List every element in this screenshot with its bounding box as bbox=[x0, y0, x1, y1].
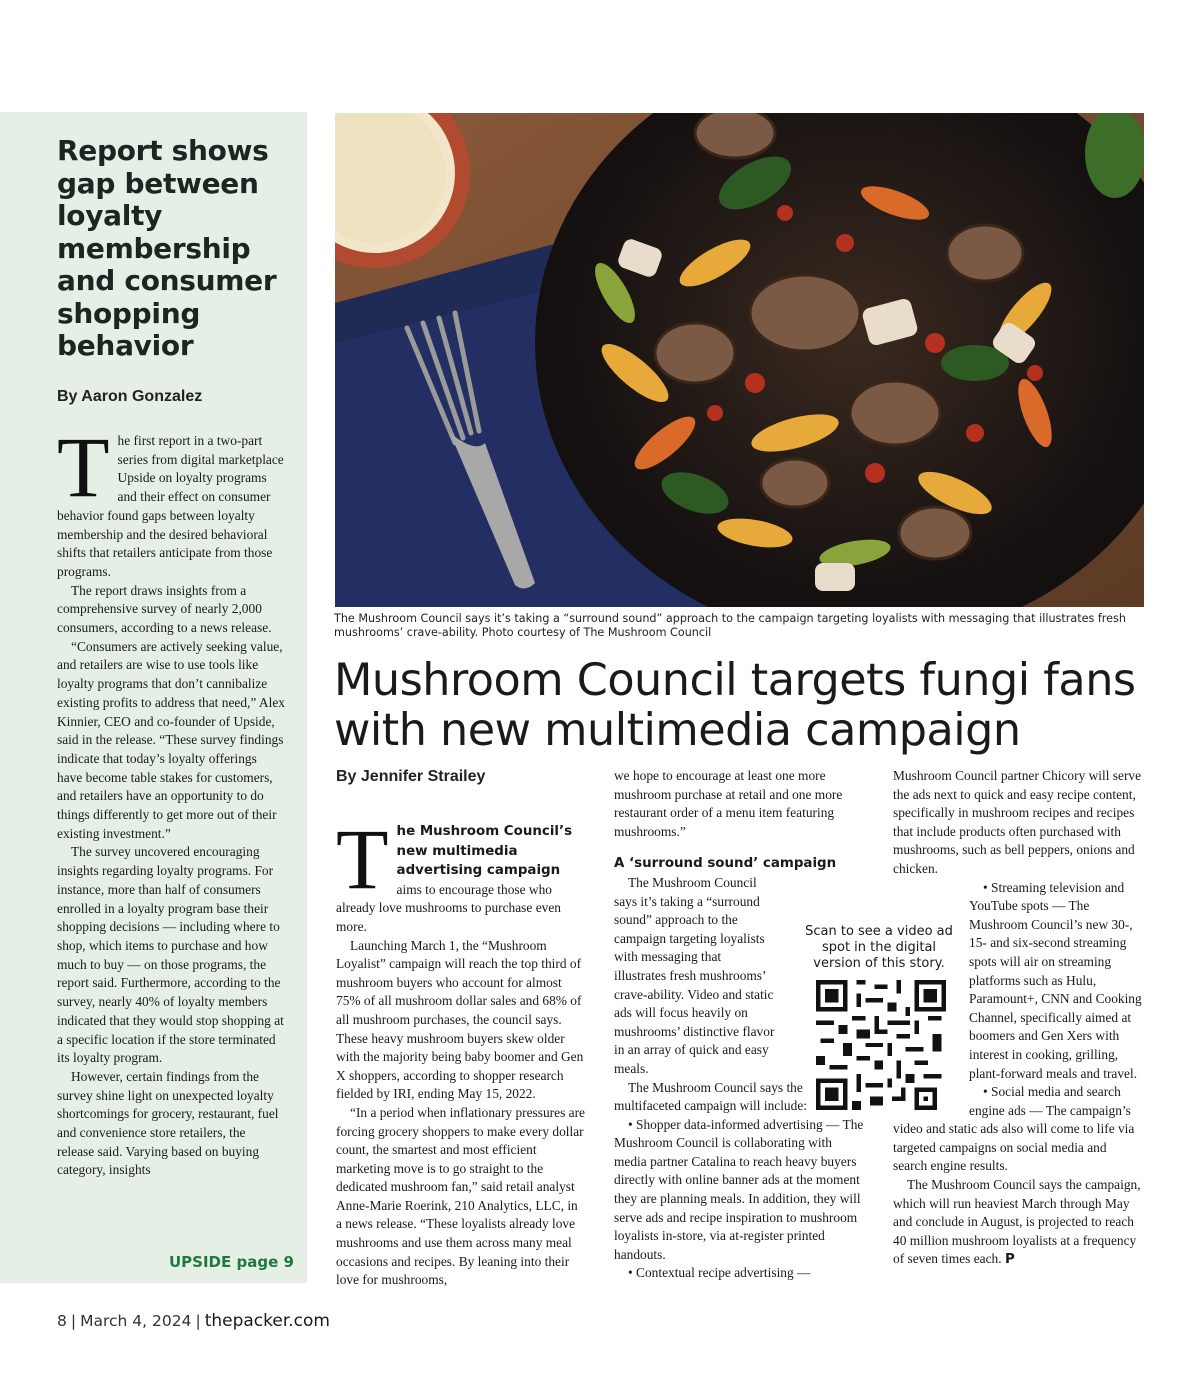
article-column-1 bbox=[336, 811, 586, 1290]
article-paragraph: “In a period when inflationary pressures are forcing grocery shoppers to make every dollar count, the smartest and most efficient marketing move is to go straight to the dedicated mushroom fan,” said retail analyst Anne-Marie Roerink, 210 Analytics, LLC, in a news release. “These loyalists already love mushrooms and use them across many meal occasions and recipes. By leaning into their love for mushrooms, bbox=[336, 1104, 585, 1288]
article-headline: Mushroom Council targets fungi fans with new multimedia campaign bbox=[334, 655, 1136, 756]
article-lead-text: aims to encourage those who already love mushrooms to purchase even more. bbox=[336, 881, 561, 934]
sidebar-paragraph: The report draws insights from a comprehensive survey of nearly 2,000 consumers, according to a news release. bbox=[57, 582, 272, 636]
article-bullet: • Shopper data-informed advertising — The Mushroom Council is collaborating with media partner Catalina to reach heavy buyers directly with online banner ads at the moment they are planning meals. In addition, they will serve ads and recipe inspiration to mushroom loyalists in-store, via at-register printed handouts. bbox=[614, 1116, 864, 1262]
sidebar-first-paragraph bbox=[57, 419, 285, 582]
pasta-dish-photo bbox=[335, 113, 1144, 607]
article-paragraph: The Mushroom Council says it’s taking a “surround sound” approach to the campaign targeting loyalists with messaging that illustrates fresh mushrooms’ crave-ability. Video and static ads will focus heavily on mushrooms’ distinctive flavor in an array of quick and easy meals. bbox=[614, 874, 866, 1079]
article-lead-paragraph bbox=[336, 811, 586, 937]
article-byline: By Jennifer Strailey bbox=[336, 768, 486, 785]
article-bullet: • Streaming television and YouTube spots — The Mushroom Council’s new 30-, 15- and six-second streaming spots will air on streaming platforms such as Hulu, Paramount+, CNN and Cooking Channel, specifically aimed at boomers and Gen Xers with interest in cooking, grilling, plant-forward meals and travel. bbox=[893, 879, 1143, 1084]
article-lead-bold: he Mushroom Council’s new multimedia advertising campaign bbox=[396, 824, 573, 879]
qr-code-icon[interactable] bbox=[816, 980, 946, 1110]
article-bullet: • Social media and search engine ads — The campaign’s video and static ads also will come to life via targeted campaigns on social media and search engine results. bbox=[893, 1084, 1135, 1174]
site-link[interactable]: thepacker.com bbox=[204, 1311, 330, 1331]
sidebar-paragraph: “Consumers are actively seeking value, and retailers are wise to use tools like loyalty programs that don’t cannibalize existing profits to address that need,” Alex Kinnier, CEO and co-founder of Upside, said in the release. “These survey findings indicate that today’s loyalty offerings have become table stakes for customers, and retailers have an opportunity to do things differently to get more out of their existing investment.” bbox=[57, 638, 285, 841]
article-dropcap: T bbox=[336, 811, 389, 907]
article-paragraph: The Mushroom Council says the multifaceted campaign will include: bbox=[614, 1079, 807, 1114]
issue-date: March 4, 2024 bbox=[80, 1312, 192, 1330]
continued-on-link[interactable]: UPSIDE page 9 bbox=[169, 1253, 294, 1271]
sidebar-byline: By Aaron Gonzalez bbox=[57, 388, 203, 405]
end-mark: P bbox=[1004, 1252, 1015, 1268]
sidebar-dropcap: T bbox=[57, 419, 110, 515]
sidebar-first-text: he first report in a two-part series from digital marketplace Upside on loyalty programs and their effect on consumer behavior found gaps between loyalty membership and the desired behavioral shifts that retailers anticipate from those programs. bbox=[57, 433, 284, 579]
article-bullet: • Contextual recipe advertising — bbox=[628, 1265, 811, 1281]
photo-caption: The Mushroom Council says it’s taking a “surround sound” approach to the campaign targeting loyalists with messaging that illustrates fresh mushrooms’ crave-ability. Photo courtesy of The Mushroom Council bbox=[334, 612, 1126, 639]
sidebar-paragraph: The survey uncovered encouraging insights regarding loyalty programs. For instance, more than half of consumers enrolled in a loyalty program base their shopping decisions — including where to shop, which items to purchase and how much to buy — on those programs, the report said. Furthermore, according to the survey, nearly 40% of loyalty members indicated that they would stop shopping at a specific location if the store terminated its loyalty program. bbox=[57, 844, 284, 1066]
sidebar-headline: Report shows gap between loyalty membership and consumer shopping behavior bbox=[57, 134, 277, 362]
article-paragraph bbox=[893, 1176, 1143, 1270]
qr-callout bbox=[804, 924, 954, 972]
page-number: 8 bbox=[57, 1312, 67, 1330]
article-paragraph: Mushroom Council partner Chicory will serve the ads next to quick and easy recipe content, specifically in mushroom recipes and recipes that include products often purchased with mushrooms, such as bell peppers, onions and chicken. bbox=[893, 768, 1142, 876]
page-footer: 8 | March 4, 2024 | thepacker.com bbox=[57, 1311, 330, 1331]
article-paragraph: Launching March 1, the “Mushroom Loyalist” campaign will reach the top third of mushroom buyers who account for almost 75% of all mushroom dollar sales and 68% of all mushroom purchases, the council says. These heavy mushroom buyers skew older with the majority being baby boomer and Gen X shoppers, according to shopper research fielded by IRI, ending May 15, 2022. bbox=[336, 937, 584, 1102]
article-subhead: A ‘surround sound’ campaign bbox=[614, 856, 837, 872]
qr-caption: Scan to see a video ad spot in the digital version of this story. bbox=[805, 924, 953, 971]
sidebar-article-body bbox=[57, 419, 285, 1180]
article-paragraph: we hope to encourage at least one more mushroom purchase at retail and one more restaurant order of a menu item featuring mushrooms.” bbox=[614, 768, 843, 839]
article-final-text: The Mushroom Council says the campaign, which will run heaviest March through May and conclude in August, is projected to reach 40 million mushroom loyalists at a frequency of seven times each. bbox=[893, 1177, 1141, 1267]
sidebar-paragraph: However, certain findings from the survey shine light on unexpected loyalty shortcomings for grocery, restaurant, fuel and convenience store retailers, the release said. Varying based on buying category, insights bbox=[57, 1068, 279, 1178]
